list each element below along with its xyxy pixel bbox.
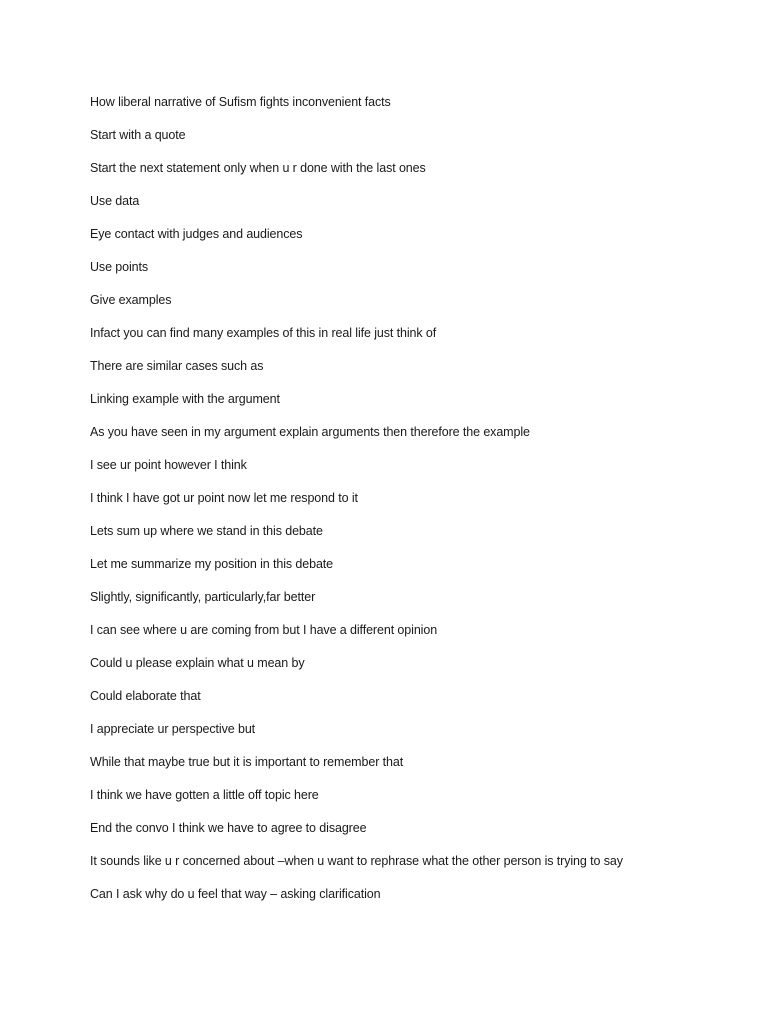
note-line: Start with a quote bbox=[90, 128, 186, 142]
note-line: It sounds like u r concerned about –when u want to rephrase what the other person is trying to say bbox=[90, 854, 623, 868]
note-line: Lets sum up where we stand in this debate bbox=[90, 524, 323, 538]
note-line: I can see where u are coming from but I have a different opinion bbox=[90, 623, 438, 637]
note-line: Infact you can find many examples of this in real life just think of bbox=[90, 326, 437, 340]
note-line: Slightly, significantly, particularly,far better bbox=[90, 590, 316, 604]
note-line: Let me summarize my position in this debate bbox=[90, 557, 334, 571]
note-line: Start the next statement only when u r done with the last ones bbox=[90, 161, 426, 175]
note-line: End the convo I think we have to agree to disagree bbox=[90, 821, 367, 835]
note-line: Use points bbox=[90, 260, 149, 274]
note-line: I think I have got ur point now let me respond to it bbox=[90, 491, 358, 505]
note-line: Linking example with the argument bbox=[90, 392, 280, 406]
note-line: How liberal narrative of Sufism fights inconvenient facts bbox=[90, 95, 391, 109]
note-line: There are similar cases such as bbox=[90, 359, 264, 373]
note-line: As you have seen in my argument explain arguments then therefore the example bbox=[90, 425, 530, 439]
note-line: Use data bbox=[90, 194, 140, 208]
note-line: I see ur point however I think bbox=[90, 458, 247, 472]
note-line: Could elaborate that bbox=[90, 689, 201, 703]
note-line: Eye contact with judges and audiences bbox=[90, 227, 303, 241]
note-line: I appreciate ur perspective but bbox=[90, 722, 256, 736]
note-line: Give examples bbox=[90, 293, 172, 307]
note-line: While that maybe true but it is important to remember that bbox=[90, 755, 404, 769]
note-line: Could u please explain what u mean by bbox=[90, 656, 305, 670]
note-line: I think we have gotten a little off topic here bbox=[90, 788, 319, 802]
notes-list bbox=[90, 93, 730, 918]
note-line: Can I ask why do u feel that way – asking clarification bbox=[90, 887, 381, 901]
